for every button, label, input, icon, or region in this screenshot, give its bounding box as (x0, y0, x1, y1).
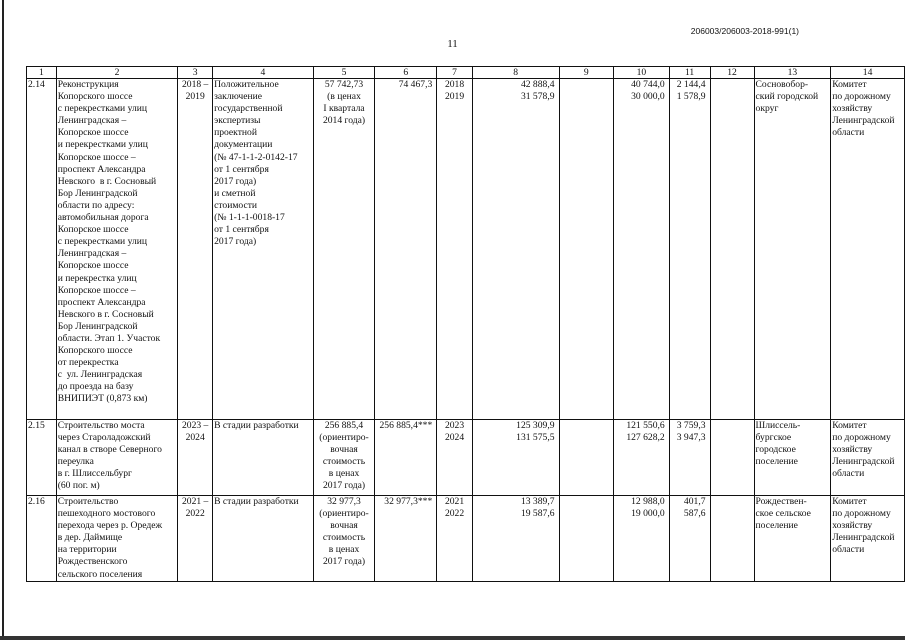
documentation-line: экспертизы (214, 115, 261, 127)
object-name-line: ВНИПИЭТ (0,873 км) (57, 393, 148, 405)
col10-value-cell (614, 420, 670, 496)
estimated-cost-line: (ориентиро- (319, 432, 369, 444)
municipality-line: поселение (755, 520, 798, 532)
customer-line: Ленинградской (832, 456, 895, 468)
object-name-line: в г. Шлиссельбург (57, 468, 132, 480)
object-name-line: с ул. Ленинградская (57, 369, 143, 381)
customer-line: области (832, 468, 865, 480)
object-name-line: перехода через р. Оредеж (57, 520, 163, 532)
object-name-line: Копорское шоссе – (57, 151, 136, 163)
scan-bottom-edge (0, 636, 905, 640)
estimated-cost-cell (313, 420, 375, 496)
total-cost-cell (375, 79, 437, 420)
customer-line: по дорожному (832, 91, 891, 103)
object-name-line: Копорское шоссе – (57, 284, 136, 296)
col11-value-cell (669, 420, 710, 496)
documentation-line: (№ 1-1-1-0018-17 (214, 212, 285, 224)
period-line: 2023 – (181, 420, 209, 431)
municipality-line: ское сельское (755, 508, 811, 520)
col8-value-line: 19 587,6 (520, 508, 555, 520)
years-cell (437, 420, 473, 496)
object-name-line: Ленинградская – (57, 248, 127, 260)
header-cell: 14 (831, 67, 905, 79)
header-cell: 6 (375, 67, 437, 79)
estimated-cost-line: (ориентиро- (319, 508, 369, 520)
col10-value-line: 127 628,2 (626, 432, 665, 444)
col8-value-line: 31 578,9 (520, 91, 555, 103)
scan-left-edge (2, 0, 4, 640)
header-row (27, 67, 905, 79)
period-cell (178, 496, 213, 582)
object-name-line: с перекрестками улиц (57, 236, 148, 248)
period-line: 2019 (185, 91, 205, 103)
col10-value-line: 19 000,0 (631, 508, 665, 520)
customer-cell (831, 79, 905, 420)
object-name-line: Копорское шоссе (57, 260, 129, 272)
years-cell (437, 79, 473, 420)
years-cell (437, 496, 473, 582)
period-cell (178, 420, 213, 496)
object-name-line: Копорское шоссе (57, 127, 129, 139)
estimated-cost-line: 2017 года) (322, 556, 366, 568)
header-cell: 13 (754, 67, 831, 79)
estimated-cost-line: I квартала (323, 103, 365, 115)
header-cell: 5 (313, 67, 375, 79)
estimated-cost-cell (313, 496, 375, 582)
object-name-line: в дер. Даймище (57, 532, 123, 544)
object-name-line: автомобильная дорога (57, 212, 149, 224)
header-cell: 8 (472, 67, 559, 79)
object-name-line: до проезда на базу (57, 381, 134, 393)
object-name-line: Невского в г. Сосновый (57, 175, 157, 187)
period-line: 2018 – (181, 79, 209, 90)
col11-value-cell (669, 496, 710, 582)
object-name-line: Невского в г. Сосновый (57, 308, 154, 320)
total-cost-cell (375, 496, 437, 582)
object-name-line: Бор Ленинградской (57, 187, 138, 199)
municipality-line: Рождествен- (755, 496, 807, 507)
customer-line: Ленинградской (832, 532, 895, 544)
customer-line: хозяйству (832, 444, 873, 456)
document-code: 206003/206003-2018-991(1) (690, 26, 799, 36)
col8-value-line: 131 575,5 (516, 432, 555, 444)
years-line: 2023 (444, 420, 465, 431)
col8-value-cell (472, 496, 559, 582)
header-cell: 10 (614, 67, 670, 79)
row-number-cell: 2.16 (27, 496, 57, 582)
col10-value-cell (614, 496, 670, 582)
object-name-line: Реконструкция (57, 79, 119, 90)
col11-value-line: 3 759,3 (676, 420, 706, 431)
period-cell (178, 79, 213, 420)
municipality-line: бургское (755, 432, 792, 444)
object-name-line: Бор Ленинградской (57, 320, 138, 332)
table-row (27, 496, 905, 582)
estimated-cost-line: стоимость (322, 532, 366, 544)
object-name-line: проспект Александра (57, 163, 146, 175)
documentation-line: Положительное (214, 79, 279, 90)
municipality-line: поселение (755, 456, 798, 468)
object-name-line: пешеходного мостового (57, 508, 156, 520)
documentation-line: В стадии разработки (214, 420, 299, 431)
col12-value-cell (710, 420, 754, 496)
period-line: 2024 (185, 432, 205, 444)
estimated-cost-line: 2017 года) (322, 480, 366, 492)
documentation-line: от 1 сентября (214, 224, 269, 236)
customer-line: Ленинградской (832, 115, 895, 127)
object-name-line: с перекрестками улиц (57, 103, 148, 115)
col12-value-cell (710, 79, 754, 420)
object-name-line: проспект Александра (57, 296, 146, 308)
col9-value-cell (559, 420, 614, 496)
estimated-cost-line: 57 742,73 (324, 79, 364, 90)
object-name-line: и перекрестка улиц (57, 272, 137, 284)
col11-value-cell (669, 79, 710, 420)
col8-value-line: 125 309,9 (516, 420, 555, 431)
object-name-cell (56, 79, 178, 420)
object-name-line: канал в створе Северного (57, 444, 162, 456)
header-cell: 3 (178, 67, 213, 79)
object-name-cell (56, 496, 178, 582)
total-cost-line: 74 467,3 (398, 79, 433, 90)
customer-cell (831, 420, 905, 496)
estimated-cost-line: в ценах (328, 468, 360, 480)
documentation-line: документации (214, 139, 273, 151)
col9-value-cell (559, 496, 614, 582)
col11-value-line: 401,7 (683, 496, 706, 507)
total-cost-cell (375, 420, 437, 496)
customer-line: Комитет (832, 420, 867, 431)
documentation-line: стоимости (214, 199, 258, 211)
documentation-line: от 1 сентября (214, 163, 269, 175)
col10-value-cell (614, 79, 670, 420)
header-cell: 4 (213, 67, 314, 79)
municipality-line: городское (755, 444, 796, 456)
documentation-cell (213, 496, 314, 582)
customer-line: области (832, 127, 865, 139)
municipality-cell (754, 496, 831, 582)
object-name-line: (60 пог. м) (57, 480, 100, 492)
documentation-line: В стадии разработки (214, 496, 299, 507)
col11-value-line: 587,6 (683, 508, 706, 520)
estimated-cost-line: вочная (330, 520, 358, 532)
col8-value-line: 42 888,4 (520, 79, 555, 90)
header-cell: 1 (27, 67, 57, 79)
object-name-line: Ленинградская – (57, 115, 127, 127)
customer-line: области (832, 544, 865, 556)
estimated-cost-cell (313, 79, 375, 420)
object-name-cell (56, 420, 178, 496)
col11-value-line: 1 578,9 (676, 91, 706, 103)
years-line: 2019 (444, 91, 465, 103)
col8-value-cell (472, 420, 559, 496)
customer-line: хозяйству (832, 520, 873, 532)
documentation-line: государственной (214, 103, 283, 115)
estimated-cost-line: 256 885,4 (324, 420, 364, 431)
col11-value-line: 2 144,4 (676, 79, 706, 90)
years-line: 2018 (444, 79, 465, 90)
estimated-cost-line: в ценах (328, 544, 360, 556)
page-number: 11 (447, 38, 458, 50)
object-name-line: области по адресу: (57, 199, 135, 211)
documentation-cell (213, 79, 314, 420)
customer-line: по дорожному (832, 432, 891, 444)
object-name-line: Копорского шоссе (57, 345, 133, 357)
row-number-cell: 2.14 (27, 79, 57, 420)
table-row (27, 79, 905, 420)
object-name-line: сельского поселения (57, 568, 143, 580)
col8-value-cell (472, 79, 559, 420)
col11-value-line: 3 947,3 (676, 432, 706, 444)
municipality-line: ский городской (755, 91, 819, 103)
program-table (26, 66, 905, 582)
col10-value-line: 121 550,6 (626, 420, 665, 431)
col12-value-cell (710, 496, 754, 582)
object-name-line: Копорского шоссе (57, 91, 133, 103)
col10-value-line: 12 988,0 (631, 496, 665, 507)
col8-value-line: 13 389,7 (520, 496, 555, 507)
header-cell: 11 (669, 67, 710, 79)
object-name-line: Копорское шоссе (57, 224, 129, 236)
object-name-line: на территории (57, 544, 117, 556)
municipality-line: Шлиссель- (755, 420, 801, 431)
customer-line: Комитет (832, 79, 867, 90)
customer-line: Комитет (832, 496, 867, 507)
estimated-cost-line: 32 977,3 (327, 496, 361, 507)
header-cell: 9 (559, 67, 614, 79)
object-name-line: Строительство моста (57, 420, 145, 431)
col10-value-line: 30 000,0 (631, 91, 665, 103)
object-name-line: переулка (57, 456, 94, 468)
object-name-line: и перекрестками улиц (57, 139, 148, 151)
total-cost-line: 256 885,4*** (379, 420, 433, 431)
documentation-cell (213, 420, 314, 496)
municipality-cell (754, 79, 831, 420)
row-number-cell: 2.15 (27, 420, 57, 496)
years-line: 2022 (444, 508, 465, 520)
object-name-line: области. Этап 1. Участок (57, 332, 161, 344)
estimated-cost-line: 2014 года) (322, 115, 366, 127)
years-line: 2021 (444, 496, 465, 507)
object-name-line: от перекрестка (57, 357, 119, 369)
customer-cell (831, 496, 905, 582)
estimated-cost-line: стоимость (322, 456, 366, 468)
col9-value-cell (559, 79, 614, 420)
period-line: 2022 (185, 508, 205, 520)
documentation-line: проектной (214, 127, 257, 139)
municipality-line: Сосновобор- (755, 79, 809, 90)
municipality-cell (754, 420, 831, 496)
header-cell: 2 (56, 67, 178, 79)
years-line: 2024 (444, 432, 465, 444)
header-cell: 12 (710, 67, 754, 79)
object-name-line: Рождественского (57, 556, 128, 568)
documentation-line: и сметной (214, 187, 256, 199)
documentation-line: 2017 года) (214, 175, 257, 187)
estimated-cost-line: (в ценах (327, 91, 361, 103)
documentation-line: (№ 47-1-1-2-0142-17 (214, 151, 298, 163)
col10-value-line: 40 744,0 (631, 79, 665, 90)
estimated-cost-line: вочная (330, 444, 358, 456)
period-line: 2021 – (181, 496, 209, 507)
documentation-line: 2017 года) (214, 236, 257, 248)
total-cost-line: 32 977,3*** (384, 496, 433, 507)
documentation-line: заключение (214, 91, 262, 103)
customer-line: по дорожному (832, 508, 891, 520)
object-name-line: через Староладожский (57, 432, 151, 444)
object-name-line: Строительство (57, 496, 119, 507)
header-cell: 7 (437, 67, 473, 79)
customer-line: хозяйству (832, 103, 873, 115)
municipality-line: округ (755, 103, 779, 115)
table-row (27, 420, 905, 496)
